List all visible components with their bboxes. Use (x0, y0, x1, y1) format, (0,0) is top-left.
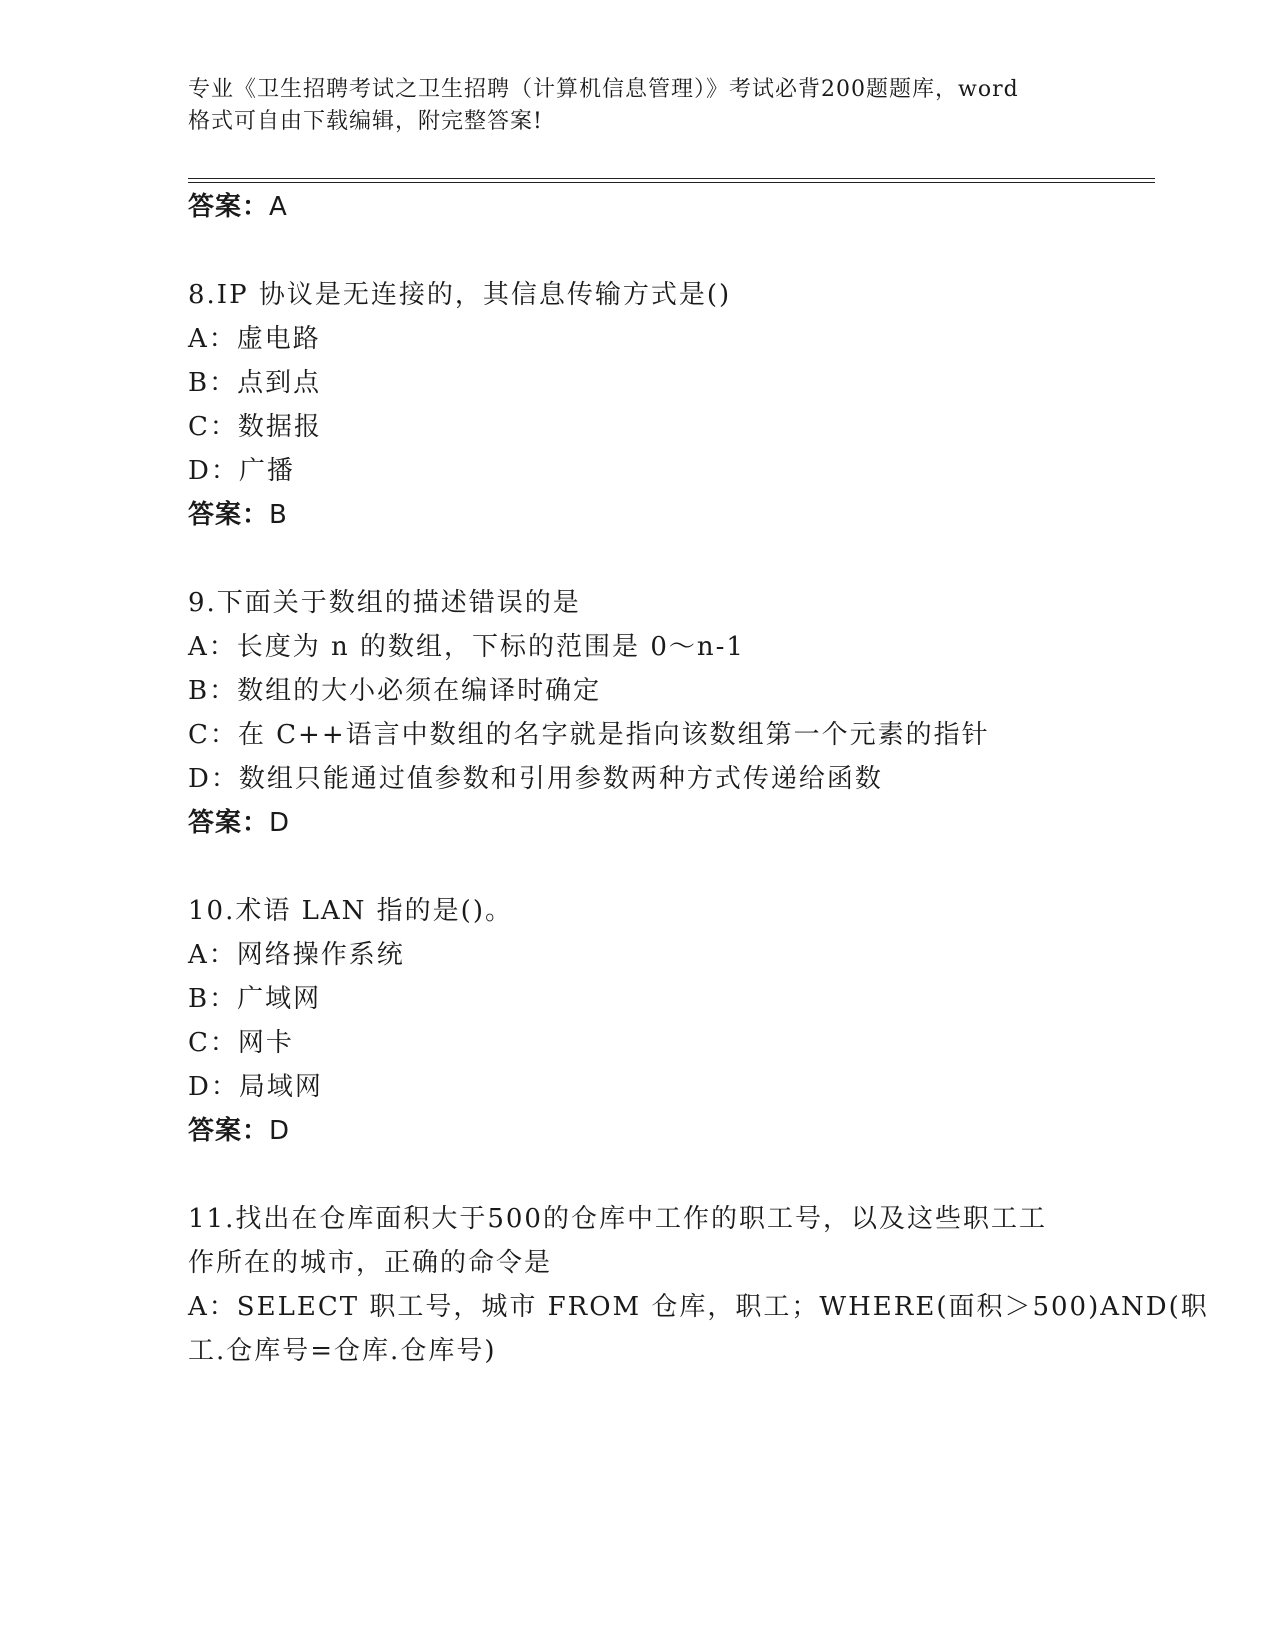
question-stem: 9.下面关于数组的描述错误的是 (188, 588, 581, 618)
question-stem: 10.术语 LAN 指的是()。 (188, 896, 513, 926)
option-c: C：在 C++语言中数组的名字就是指向该数组第一个元素的指针 (188, 720, 990, 750)
answer-label: 答案： (188, 500, 270, 530)
option-b: B：数组的大小必须在编译时确定 (188, 676, 602, 706)
option-a: A：长度为 n 的数组，下标的范围是 0～n-1 (188, 632, 745, 662)
answer-line (188, 494, 288, 531)
option-b: B：广域网 (188, 984, 322, 1014)
header-rule (188, 178, 1155, 183)
answer-label: 答案： (188, 808, 270, 838)
question-stem-continued: 作所在的城市，正确的命令是 (188, 1248, 553, 1278)
answer-line (188, 1110, 290, 1147)
answer-label: 答案： (188, 1116, 270, 1146)
option-d: D：局域网 (188, 1072, 323, 1102)
answer-value: A (269, 192, 288, 222)
answer-value: D (269, 1116, 291, 1146)
document-header (188, 74, 1088, 138)
option-a-continued: 工.仓库号=仓库.仓库号) (188, 1336, 497, 1366)
option-a: A：网络操作系统 (188, 940, 405, 970)
option-c: C：数据报 (188, 412, 322, 442)
answer-line (188, 802, 290, 839)
question-stem: 11.找出在仓库面积大于500的仓库中工作的职工号，以及这些职工工 (188, 1204, 1047, 1234)
option-c: C：网卡 (188, 1028, 294, 1058)
answer-value: D (269, 808, 291, 838)
header-line-1: 专业《卫生招聘考试之卫生招聘（计算机信息管理）》考试必背200题题库，word (188, 77, 1019, 102)
answer-label: 答案： (188, 192, 270, 222)
option-a: A：SELECT 职工号，城市 FROM 仓库，职工；WHERE(面积＞500)AND(职 (188, 1292, 1209, 1322)
header-line-2: 格式可自由下载编辑，附完整答案! (188, 109, 543, 134)
option-d: D：数组只能通过值参数和引用参数两种方式传递给函数 (188, 764, 883, 794)
option-b: B：点到点 (188, 368, 322, 398)
question-stem: 8.IP 协议是无连接的，其信息传输方式是() (188, 280, 732, 310)
answer-line (188, 186, 288, 223)
option-d: D：广播 (188, 456, 295, 486)
answer-value: B (269, 500, 288, 530)
option-a: A：虚电路 (188, 324, 321, 354)
